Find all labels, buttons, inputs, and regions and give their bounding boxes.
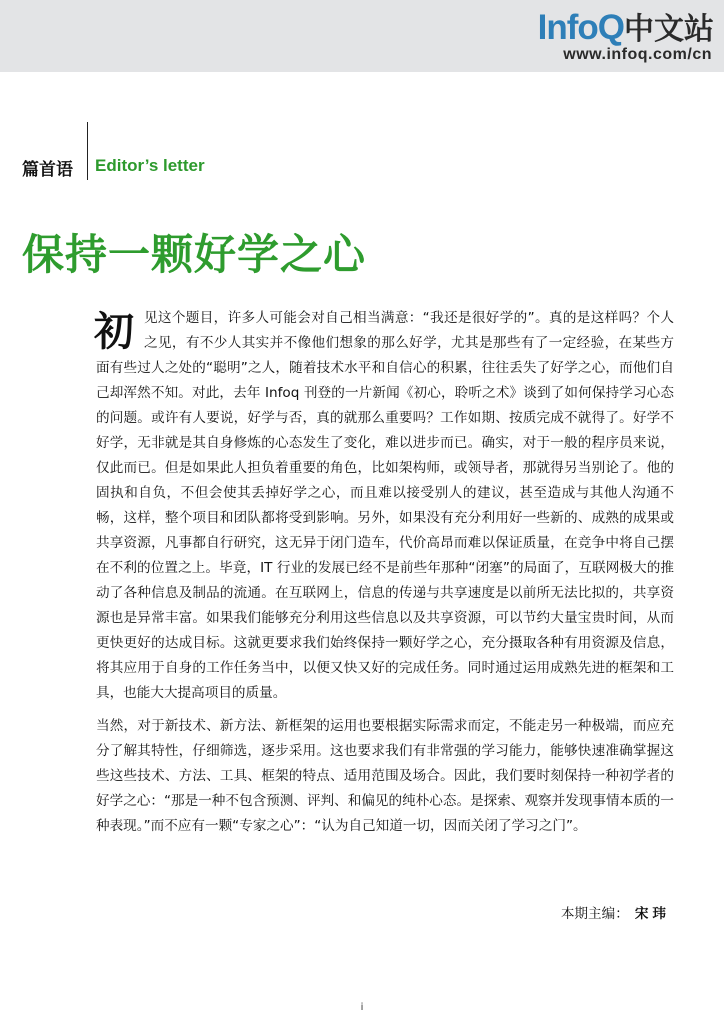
article-title: 保持一颗好学之心	[22, 230, 367, 279]
infoq-logo[interactable]	[524, 8, 714, 68]
logo-wordmark	[538, 8, 714, 50]
editor-signature	[561, 902, 670, 922]
logo-cn: 中文站	[624, 12, 714, 47]
paragraph-1-text: 见这个题目，许多人可能会对自己相当满意：“我还是很好学的”。真的是这样吗？个人之见，有不少人其实并不像他们想象的那么好学，尤其是那些有了一定经验，在某些方面有些过人之处的“聪明”之人，随着技术水平和自信心的积累，往往丢失了好学之心，而他们自己却浑然不知。对此，去年 Infoq 刊登的一片新闻《初心，聆听之术》谈到了如何保持学习心态的问题。或许有人要说，好学与否，真的就那么重要吗？工作如期、按质完成不就得了。好学不好学，无非就是其自身修炼的心态发生了变化，难以进步而已。确实，对于一般的程序员来说，仅此而已。但是如果此人担负着重要的角色，比如架构师，或领导者，那就得另当别论了。他的固执和自负，不但会使其丢掉好学之心，而且难以接受别人的建议，甚至造成与其他人沟通不畅，这样，整个项目和团队都将受到影响。另外，如果没有充分利用好一些新的、成熟的成果或共享资源，凡事都自行研究，这无异于闭门造车，代价高昂而难以保证质量，在竞争中将自己摆在不利的位置之上。毕竟，IT 行业的发展已经不是前些年那种“闭塞”的局面了，互联网极大的推动了各种信息及制品的流通。在互联网上，信息的传递与共享速度是以前所无法比拟的，共享资源也是异常丰富。如果我们能够充分利用这些信息以及共享资源，可以节约大量宝贵时间，从而更快更好的达成目标。这就更要求我们始终保持一颗好学之心，充分摄取各种有用资源及信息，将其应用于自身的工作任务当中，以便又快又好的完成任务。同时通过运用成熟先进的框架和工具，也能大大提高项目的质量。	[96, 310, 674, 701]
kicker-divider	[87, 122, 88, 180]
drop-cap: 初	[94, 309, 134, 355]
article-body	[96, 306, 674, 839]
header-band	[0, 0, 724, 72]
kicker-cn: 篇首语	[22, 160, 73, 180]
page-number: i	[360, 1002, 364, 1013]
signature-name: 宋玮	[634, 906, 670, 922]
logo-url: www.infoq.com/cn	[563, 46, 712, 63]
paragraph-2: 当然，对于新技术、新方法、新框架的运用也要根据实际需求而定，不能走另一种极端，而应充分了解其特性，仔细筛选，逐步采用。这也要求我们有非常强的学习能力，能够快速准确掌握这些这些技术、方法、工具、框架的特点、适用范围及场合。因此，我们要时刻保持一种初学者的好学之心：“那是一种不包含预测、评判、和偏见的纯朴心态。是探索、观察并发现事情本质的一种表现。”而不应有一颗“专家之心”：“认为自己知道一切，因而关闭了学习之门”。	[96, 718, 674, 834]
logo-brand: InfoQ	[537, 8, 624, 47]
signature-label: 本期主编：	[560, 906, 629, 922]
paragraph-1	[96, 306, 674, 706]
kicker-en: Editor’s letter	[95, 156, 205, 175]
